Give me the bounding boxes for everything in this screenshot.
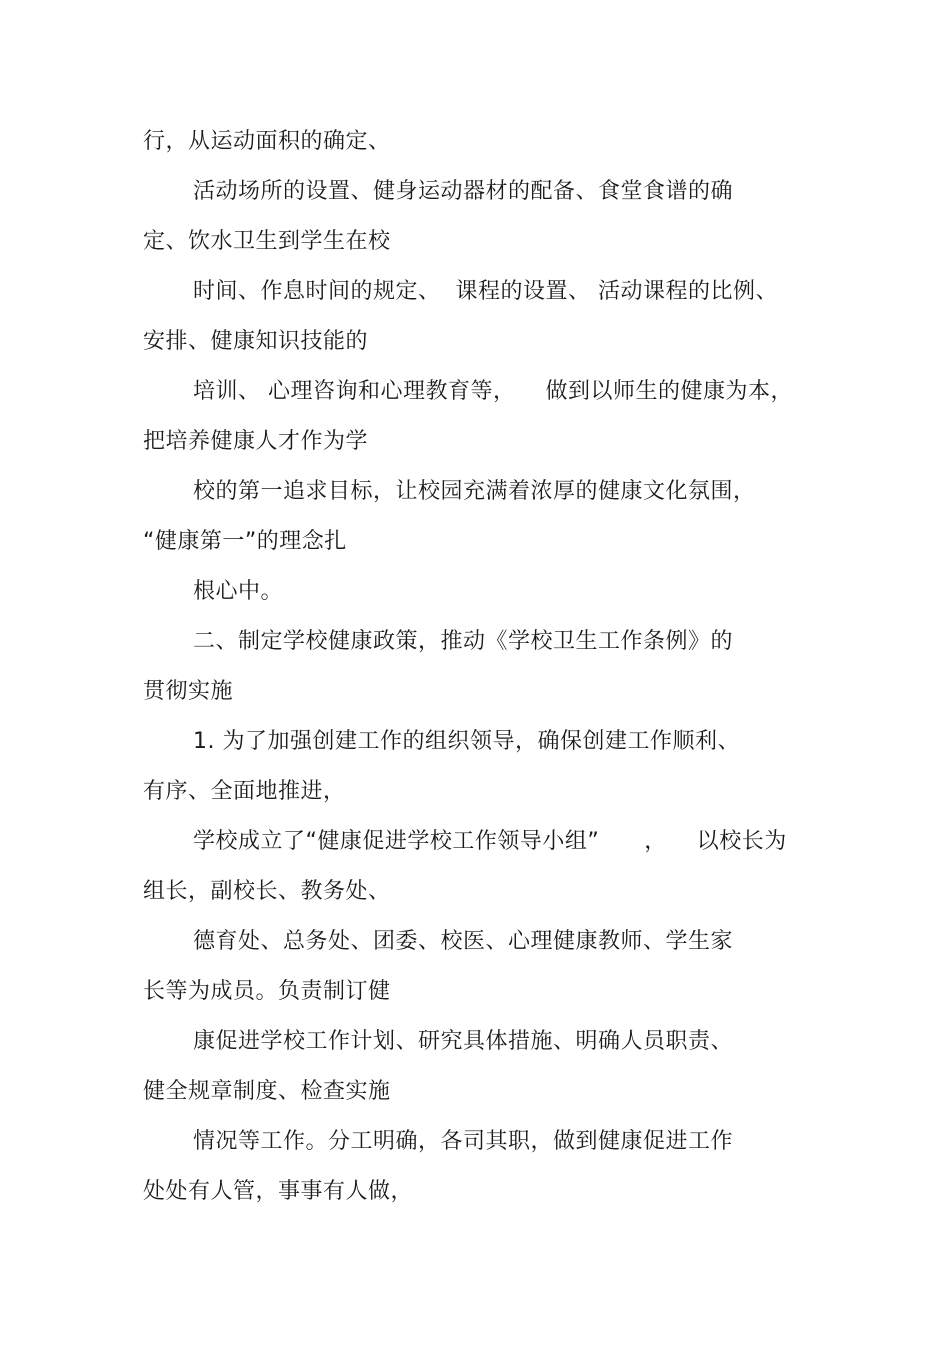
text-line: 处处有人管，事事有人做， <box>143 1179 414 1204</box>
text-line: 有序、全面地推进， <box>143 779 346 804</box>
text-line: 长等为成员。负责制订健 <box>143 979 391 1004</box>
text-line: 培训、 心理咨询和心理教育等， 做到以师生的健康为本， <box>193 379 793 404</box>
section-heading: 二、制定学校健康政策，推动《学校卫生工作条例》的 <box>193 629 734 654</box>
text-line: 校的第一追求目标，让校园充满着浓厚的健康文化氛围， <box>193 479 756 504</box>
text-line: 学校成立了“健康促进学校工作领导小组” ， 以校长为 <box>193 829 787 854</box>
text-line: 行，从运动面积的确定、 <box>143 129 391 154</box>
text-line: 安排、健康知识技能的 <box>143 329 369 354</box>
list-item-1: 1. 为了加强创建工作的组织领导，确保创建工作顺利、 <box>193 729 740 754</box>
text-line: “健康第一”的理念扎 <box>143 529 347 554</box>
text-line: 活动场所的设置、健身运动器材的配备、食堂食谱的确 <box>193 179 734 204</box>
text-line: 把培养健康人才作为学 <box>143 429 369 454</box>
text-line: 健全规章制度、检查实施 <box>143 1079 391 1104</box>
text-line: 康促进学校工作计划、研究具体措施、明确人员职责、 <box>193 1029 734 1054</box>
text-line: 德育处、总务处、团委、校医、心理健康教师、学生家 <box>193 929 734 954</box>
text-line: 根心中。 <box>193 579 284 604</box>
text-line: 组长，副校长、教务处、 <box>143 879 391 904</box>
text-line: 定、饮水卫生到学生在校 <box>143 229 391 254</box>
section-heading-cont: 贯彻实施 <box>143 679 234 704</box>
text-line: 情况等工作。分工明确，各司其职，做到健康促进工作 <box>193 1129 734 1154</box>
text-line: 时间、作息时间的规定、 课程的设置、 活动课程的比例、 <box>193 279 778 304</box>
